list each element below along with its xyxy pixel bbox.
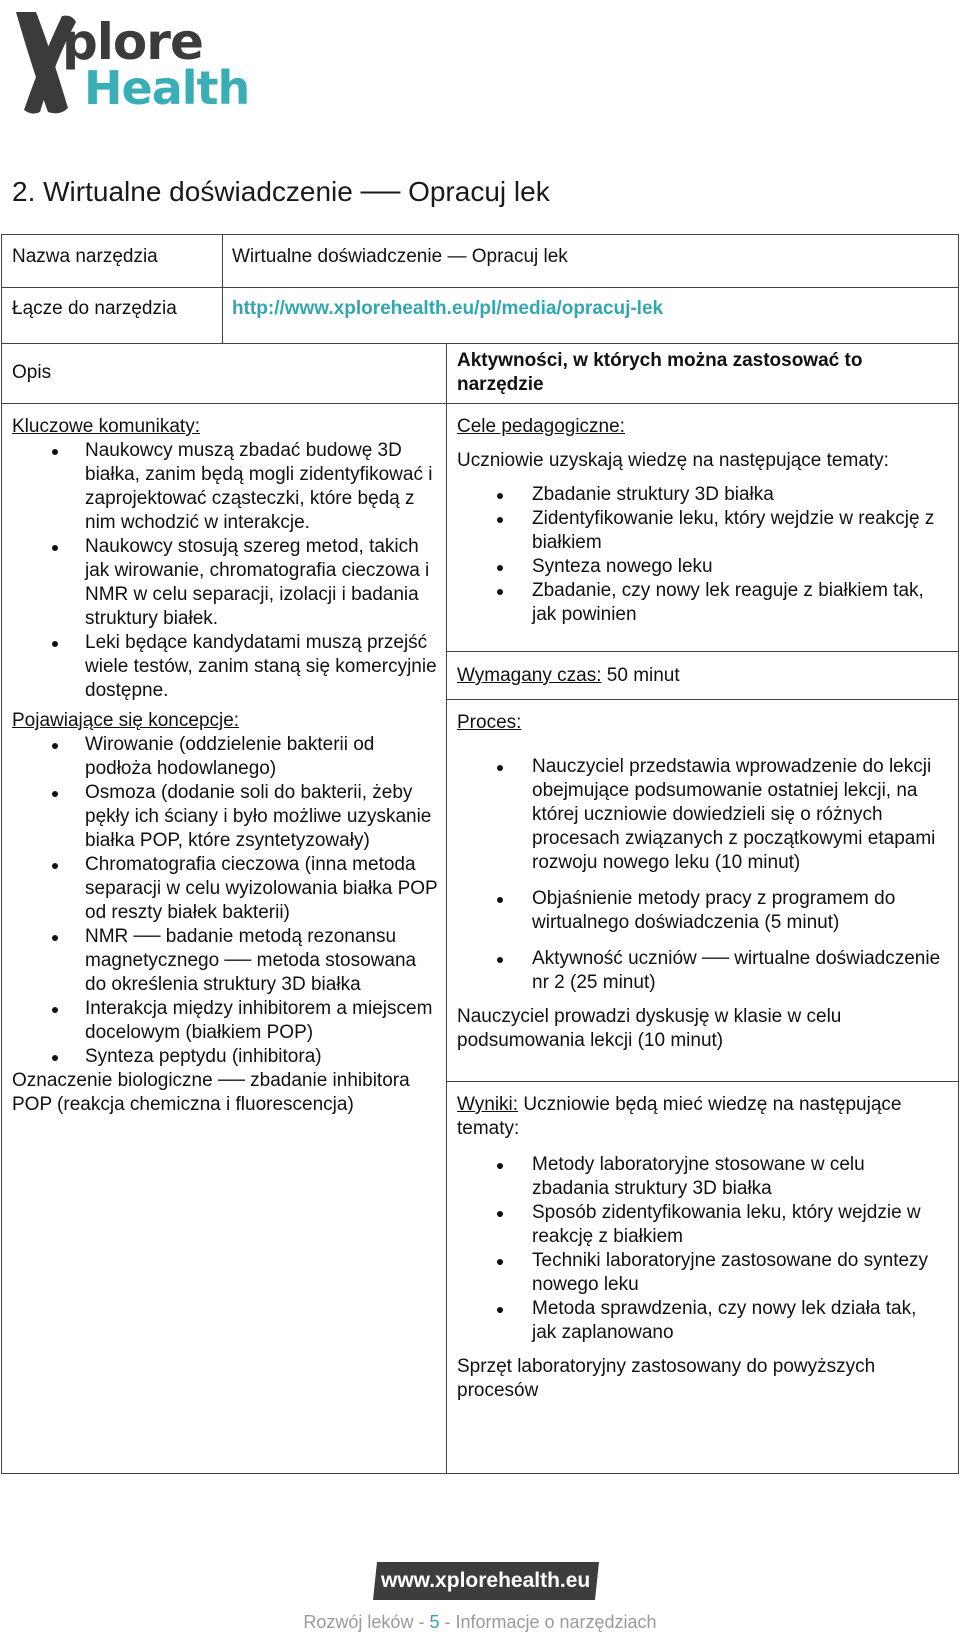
activities-header: Aktywności, w których można zastosować to narzędzie — [457, 350, 863, 395]
page-number: 5 — [429, 1612, 440, 1632]
description-header: Opis — [12, 362, 52, 383]
logo-text-health: Health — [84, 61, 250, 115]
list-item: Leki będące kandydatami muszą przejść wiele testów, zanim staną się komercyjnie dostępne. — [12, 631, 442, 703]
goals-intro: Uczniowie uzyskają wiedzę na następujące tematy: — [457, 450, 889, 471]
results-list — [457, 1153, 937, 1345]
list-item: Sposób zidentyfikowania leku, który wejdzie w reakcję z białkiem — [457, 1201, 937, 1249]
logo-text-plore: plore — [62, 13, 203, 71]
bullet-icon — [497, 1163, 503, 1169]
bullet-icon — [52, 641, 58, 647]
bullet-icon — [497, 1259, 503, 1265]
footer-section: Rozwój leków - — [303, 1612, 430, 1632]
process-list — [457, 755, 947, 995]
left-column — [12, 415, 442, 1117]
list-item: Naukowcy stosują szereg metod, takich jak wirowanie, chromatografia cieczowa i NMR w celu separacji, izolacji i badania struktury białek. — [12, 535, 442, 631]
list-item: Osmoza (dodanie soli do bakterii, żeby pękły ich ściany i było możliwe uzyskanie białka POP, które zsyntetyzowały) — [12, 781, 442, 853]
bullet-icon — [52, 791, 58, 797]
process-final: Nauczyciel prowadzi dyskusję w klasie w celu podsumowania lekcji (10 minut) — [457, 1006, 842, 1051]
bullet-icon — [52, 545, 58, 551]
goals-title: Cele pedagogiczne: — [457, 416, 625, 437]
list-item: Zidentyfikowanie leku, który wejdzie w reakcję z białkiem — [457, 507, 947, 555]
list-item: Metody laboratoryjne stosowane w celu zbadania struktury 3D białka — [457, 1153, 937, 1201]
list-item: Synteza peptydu (inhibitora) — [12, 1045, 442, 1069]
bullet-icon — [497, 565, 503, 571]
bioassay-text: Oznaczenie biologiczne ── zbadanie inhibitora POP (reakcja chemiczna i fluorescencja) — [12, 1070, 410, 1115]
list-item: Metoda sprawdzenia, czy nowy lek działa tak, jak zaplanowano — [457, 1297, 937, 1345]
process-section — [457, 711, 947, 1053]
key-messages-list — [12, 439, 442, 703]
tool-name-label: Nazwa narzędzia — [12, 246, 158, 267]
goals-section — [457, 415, 947, 627]
list-item: Zbadanie, czy nowy lek reaguje z białkiem tak, jak powinien — [457, 579, 947, 627]
bullet-icon — [497, 517, 503, 523]
goals-list — [457, 483, 947, 627]
results-section — [457, 1093, 937, 1403]
key-messages-title: Kluczowe komunikaty: — [12, 416, 200, 437]
list-item: Wirowanie (oddzielenie bakterii od podłoża hodowlanego) — [12, 733, 442, 781]
tool-link[interactable]: http://www.xplorehealth.eu/pl/media/opracuj-lek — [232, 298, 664, 319]
concepts-title: Pojawiające się koncepcje: — [12, 710, 240, 731]
concepts-list — [12, 733, 442, 1069]
bullet-icon — [497, 897, 503, 903]
list-item: Interakcja między inhibitorem a miejscem docelowym (białkiem POP) — [12, 997, 442, 1045]
bullet-icon — [52, 1007, 58, 1013]
list-item: Objaśnienie metody pracy z programem do wirtualnego doświadczenia (5 minut) — [457, 887, 947, 935]
list-item: Techniki laboratoryjne zastosowane do syntezy nowego leku — [457, 1249, 937, 1297]
results-final: Sprzęt laboratoryjny zastosowany do powyższych procesów — [457, 1356, 876, 1401]
list-item: Synteza nowego leku — [457, 555, 947, 579]
bullet-icon — [52, 935, 58, 941]
footer-chapter: - Informacje o narzędziach — [439, 1612, 657, 1632]
tool-link-label: Łącze do narzędzia — [12, 298, 177, 319]
bullet-icon — [497, 1211, 503, 1217]
list-item: Aktywność uczniów ── wirtualne doświadczenie nr 2 (25 minut) — [457, 947, 947, 995]
time-value: 50 minut — [601, 665, 680, 686]
footer-text — [0, 1610, 960, 1634]
bullet-icon — [497, 1307, 503, 1313]
list-item: Chromatografia cieczowa (inna metoda separacji w celu wyizolowania białka POP od reszty białek bakterii) — [12, 853, 442, 925]
bullet-icon — [52, 449, 58, 455]
bullet-icon — [497, 493, 503, 499]
bullet-icon — [52, 743, 58, 749]
footer-website-badge[interactable]: www.xplorehealth.eu — [373, 1562, 599, 1600]
tool-info-table — [1, 234, 959, 1474]
bullet-icon — [497, 957, 503, 963]
results-label: Wyniki: — [457, 1094, 519, 1115]
process-title: Proces: — [457, 712, 522, 733]
time-label: Wymagany czas: — [457, 665, 602, 686]
list-item: NMR ── badanie metodą rezonansu magnetycznego ── metoda stosowana do określenia struktury 3D białka — [12, 925, 442, 997]
list-item: Zbadanie struktury 3D białka — [457, 483, 947, 507]
xplore-health-logo — [10, 6, 250, 118]
bullet-icon — [497, 589, 503, 595]
bullet-icon — [52, 863, 58, 869]
list-item: Nauczyciel przedstawia wprowadzenie do lekcji obejmujące podsumowanie ostatniej lekcji, na której uczniowie dowiedzieli się o różnych procesach związanych z początkowymi etapami rozwoju nowego leku (10 minut) — [457, 755, 947, 875]
results-intro: Uczniowie będą mieć wiedzę na następujące tematy: — [457, 1094, 902, 1139]
bullet-icon — [497, 765, 503, 771]
results-intro-row — [457, 1093, 937, 1141]
page-title: 2. Wirtualne doświadczenie ── Opracuj lek — [12, 176, 550, 207]
tool-name-value: Wirtualne doświadczenie — Opracuj lek — [232, 246, 568, 267]
bullet-icon — [52, 1055, 58, 1061]
time-row — [457, 664, 680, 688]
list-item: Naukowcy muszą zbadać budowę 3D białka, zanim będą mogli zidentyfikować i zaprojektować cząsteczki, które będą z nim wchodzić w interakcje. — [12, 439, 442, 535]
